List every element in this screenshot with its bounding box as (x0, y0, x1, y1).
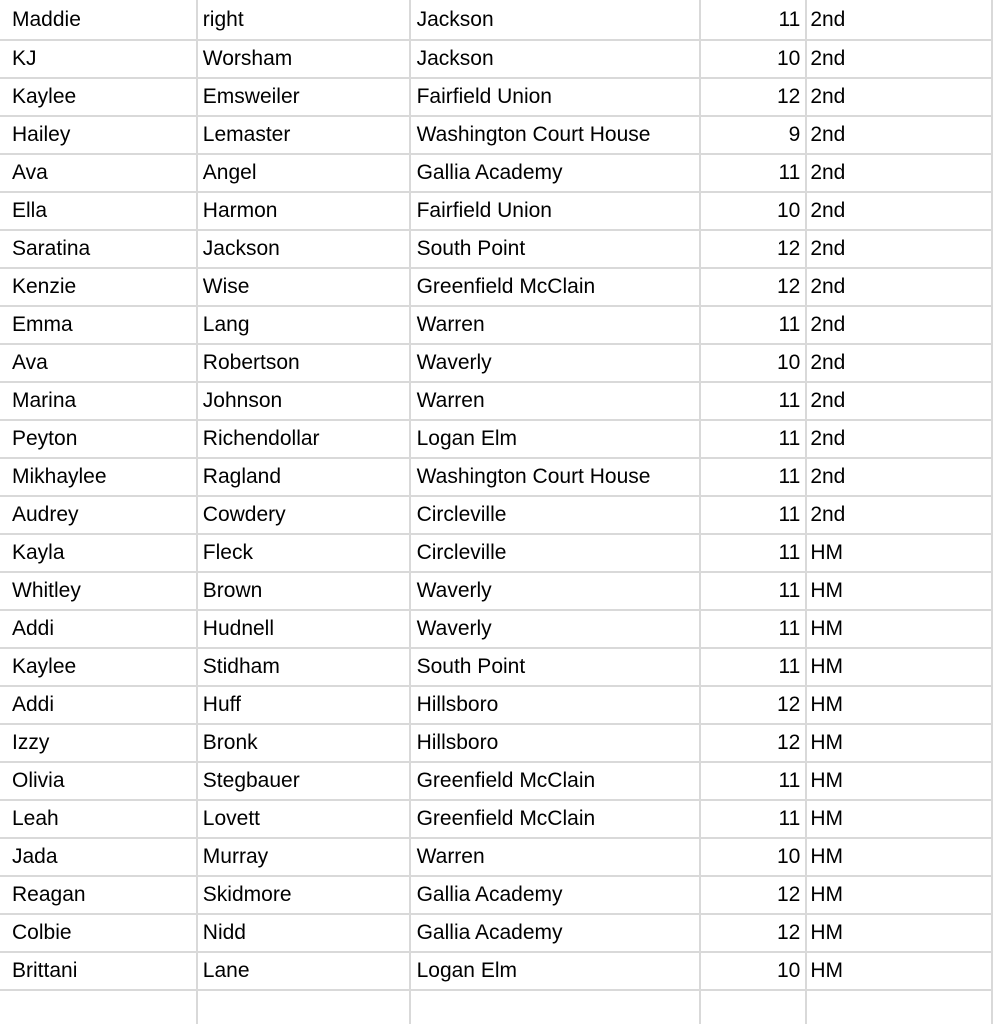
last-name-cell[interactable]: Huff (197, 686, 410, 724)
school-cell[interactable]: Jackson (410, 0, 701, 40)
first-name-cell[interactable]: Izzy (0, 724, 197, 762)
honor-cell[interactable]: HM (806, 914, 992, 952)
last-name-cell[interactable]: Harmon (197, 192, 410, 230)
first-name-cell[interactable]: Audrey (0, 496, 197, 534)
first-name-cell[interactable]: Jada (0, 838, 197, 876)
last-name-cell[interactable] (197, 990, 410, 1024)
grade-cell[interactable]: 12 (700, 914, 806, 952)
last-name-cell[interactable]: Lane (197, 952, 410, 990)
last-name-cell[interactable]: Cowdery (197, 496, 410, 534)
last-name-cell[interactable]: Fleck (197, 534, 410, 572)
honor-cell[interactable]: 2nd (806, 496, 992, 534)
school-cell[interactable]: South Point (410, 230, 701, 268)
grade-cell[interactable]: 12 (700, 876, 806, 914)
table-row (0, 154, 992, 192)
table-row (0, 268, 992, 306)
school-cell[interactable]: Greenfield McClain (410, 800, 701, 838)
grade-cell[interactable]: 11 (700, 154, 806, 192)
school-cell[interactable]: South Point (410, 648, 701, 686)
grade-cell[interactable]: 10 (700, 952, 806, 990)
first-name-cell[interactable]: Ava (0, 154, 197, 192)
first-name-cell[interactable] (0, 990, 197, 1024)
table-row (0, 458, 992, 496)
grade-cell[interactable]: 12 (700, 724, 806, 762)
table-row (0, 534, 992, 572)
school-cell[interactable]: Waverly (410, 344, 701, 382)
table-row (0, 230, 992, 268)
table-row (0, 344, 992, 382)
first-name-cell[interactable]: Reagan (0, 876, 197, 914)
last-name-cell[interactable]: Angel (197, 154, 410, 192)
table-row (0, 496, 992, 534)
first-name-cell[interactable]: Maddie (0, 0, 197, 40)
school-cell[interactable]: Gallia Academy (410, 914, 701, 952)
table-row (0, 876, 992, 914)
first-name-cell[interactable]: Addi (0, 686, 197, 724)
last-name-cell[interactable]: Lemaster (197, 116, 410, 154)
last-name-cell[interactable]: Worsham (197, 40, 410, 78)
school-cell[interactable]: Greenfield McClain (410, 268, 701, 306)
first-name-cell[interactable]: Hailey (0, 116, 197, 154)
last-name-cell[interactable]: Johnson (197, 382, 410, 420)
grade-cell[interactable]: 11 (700, 572, 806, 610)
honor-cell[interactable]: HM (806, 534, 992, 572)
school-cell[interactable]: Warren (410, 838, 701, 876)
table-row (0, 990, 992, 1024)
grade-cell[interactable]: 9 (700, 116, 806, 154)
table-row (0, 724, 992, 762)
first-name-cell[interactable]: Brittani (0, 952, 197, 990)
last-name-cell[interactable]: Bronk (197, 724, 410, 762)
honor-cell[interactable]: 2nd (806, 382, 992, 420)
honor-cell[interactable]: HM (806, 800, 992, 838)
grade-cell[interactable]: 10 (700, 838, 806, 876)
first-name-cell[interactable]: Peyton (0, 420, 197, 458)
table-row (0, 914, 992, 952)
honor-cell[interactable]: HM (806, 952, 992, 990)
first-name-cell[interactable]: Leah (0, 800, 197, 838)
honor-cell[interactable]: HM (806, 648, 992, 686)
table-row (0, 0, 992, 40)
last-name-cell[interactable]: Robertson (197, 344, 410, 382)
grade-cell[interactable]: 11 (700, 762, 806, 800)
honor-cell[interactable]: 2nd (806, 154, 992, 192)
last-name-cell[interactable]: Brown (197, 572, 410, 610)
honor-cell[interactable]: 2nd (806, 230, 992, 268)
school-cell[interactable]: Fairfield Union (410, 192, 701, 230)
table-row (0, 420, 992, 458)
school-cell[interactable]: Gallia Academy (410, 876, 701, 914)
table-row (0, 648, 992, 686)
grade-cell[interactable]: 11 (700, 420, 806, 458)
first-name-cell[interactable]: Addi (0, 610, 197, 648)
grade-cell[interactable]: 10 (700, 344, 806, 382)
first-name-cell[interactable]: Marina (0, 382, 197, 420)
last-name-cell[interactable]: Hudnell (197, 610, 410, 648)
grade-cell[interactable]: 11 (700, 0, 806, 40)
honor-cell[interactable] (806, 990, 992, 1024)
first-name-cell[interactable]: Kayla (0, 534, 197, 572)
first-name-cell[interactable]: Saratina (0, 230, 197, 268)
last-name-cell[interactable]: Skidmore (197, 876, 410, 914)
honor-cell[interactable]: 2nd (806, 116, 992, 154)
first-name-cell[interactable]: Emma (0, 306, 197, 344)
grade-cell[interactable]: 11 (700, 800, 806, 838)
table-row (0, 116, 992, 154)
table-row (0, 78, 992, 116)
last-name-cell[interactable]: Lovett (197, 800, 410, 838)
table-row (0, 762, 992, 800)
first-name-cell[interactable]: Olivia (0, 762, 197, 800)
table-row (0, 800, 992, 838)
school-cell[interactable]: Waverly (410, 572, 701, 610)
last-name-cell[interactable]: Murray (197, 838, 410, 876)
first-name-cell[interactable]: Kaylee (0, 78, 197, 116)
first-name-cell[interactable]: Kaylee (0, 648, 197, 686)
honor-cell[interactable]: 2nd (806, 268, 992, 306)
grade-cell[interactable]: 12 (700, 230, 806, 268)
honor-cell[interactable]: 2nd (806, 40, 992, 78)
honor-cell[interactable]: HM (806, 838, 992, 876)
school-cell[interactable]: Gallia Academy (410, 154, 701, 192)
honor-cell[interactable]: 2nd (806, 344, 992, 382)
honor-cell[interactable]: 2nd (806, 420, 992, 458)
last-name-cell[interactable]: Jackson (197, 230, 410, 268)
table-row (0, 192, 992, 230)
first-name-cell[interactable]: Ava (0, 344, 197, 382)
table-row (0, 382, 992, 420)
grade-cell[interactable]: 11 (700, 534, 806, 572)
grade-cell[interactable]: 11 (700, 496, 806, 534)
last-name-cell[interactable]: Ragland (197, 458, 410, 496)
grade-cell[interactable]: 12 (700, 78, 806, 116)
school-cell[interactable]: Hillsboro (410, 686, 701, 724)
first-name-cell[interactable]: Kenzie (0, 268, 197, 306)
school-cell[interactable]: Warren (410, 306, 701, 344)
school-cell[interactable]: Hillsboro (410, 724, 701, 762)
grade-cell[interactable]: 11 (700, 382, 806, 420)
table-row (0, 572, 992, 610)
honor-cell[interactable]: HM (806, 762, 992, 800)
school-cell[interactable]: Waverly (410, 610, 701, 648)
first-name-cell[interactable]: Whitley (0, 572, 197, 610)
school-cell[interactable]: Warren (410, 382, 701, 420)
school-cell[interactable]: Logan Elm (410, 420, 701, 458)
first-name-cell[interactable]: Colbie (0, 914, 197, 952)
first-name-cell[interactable]: Mikhaylee (0, 458, 197, 496)
last-name-cell[interactable]: Nidd (197, 914, 410, 952)
school-cell[interactable] (410, 990, 701, 1024)
grade-cell[interactable]: 11 (700, 648, 806, 686)
school-cell[interactable]: Washington Court House (410, 116, 701, 154)
last-name-cell[interactable]: Wise (197, 268, 410, 306)
school-cell[interactable]: Logan Elm (410, 952, 701, 990)
school-cell[interactable]: Jackson (410, 40, 701, 78)
school-cell[interactable]: Circleville (410, 496, 701, 534)
grade-cell[interactable]: 10 (700, 40, 806, 78)
last-name-cell[interactable]: Emsweiler (197, 78, 410, 116)
last-name-cell[interactable]: right (197, 0, 410, 40)
honor-cell[interactable]: HM (806, 876, 992, 914)
table-row (0, 686, 992, 724)
honor-cell[interactable]: HM (806, 572, 992, 610)
first-name-cell[interactable]: Ella (0, 192, 197, 230)
last-name-cell[interactable]: Richendollar (197, 420, 410, 458)
honor-cell[interactable]: HM (806, 686, 992, 724)
grade-cell[interactable]: 12 (700, 268, 806, 306)
grade-cell[interactable] (700, 990, 806, 1024)
table-row (0, 952, 992, 990)
school-cell[interactable]: Greenfield McClain (410, 762, 701, 800)
honor-cell[interactable]: 2nd (806, 458, 992, 496)
school-cell[interactable]: Washington Court House (410, 458, 701, 496)
honor-cell[interactable]: HM (806, 610, 992, 648)
grade-cell[interactable]: 11 (700, 306, 806, 344)
grade-cell[interactable]: 12 (700, 686, 806, 724)
table-row (0, 306, 992, 344)
grade-cell[interactable]: 10 (700, 192, 806, 230)
table-row (0, 610, 992, 648)
honor-cell[interactable]: 2nd (806, 0, 992, 40)
grade-cell[interactable]: 11 (700, 610, 806, 648)
last-name-cell[interactable]: Stegbauer (197, 762, 410, 800)
last-name-cell[interactable]: Stidham (197, 648, 410, 686)
honor-cell[interactable]: 2nd (806, 78, 992, 116)
school-cell[interactable]: Fairfield Union (410, 78, 701, 116)
honor-cell[interactable]: HM (806, 724, 992, 762)
honor-cell[interactable]: 2nd (806, 306, 992, 344)
first-name-cell[interactable]: KJ (0, 40, 197, 78)
grade-cell[interactable]: 11 (700, 458, 806, 496)
table-row (0, 838, 992, 876)
school-cell[interactable]: Circleville (410, 534, 701, 572)
last-name-cell[interactable]: Lang (197, 306, 410, 344)
table-row (0, 40, 992, 78)
honor-cell[interactable]: 2nd (806, 192, 992, 230)
